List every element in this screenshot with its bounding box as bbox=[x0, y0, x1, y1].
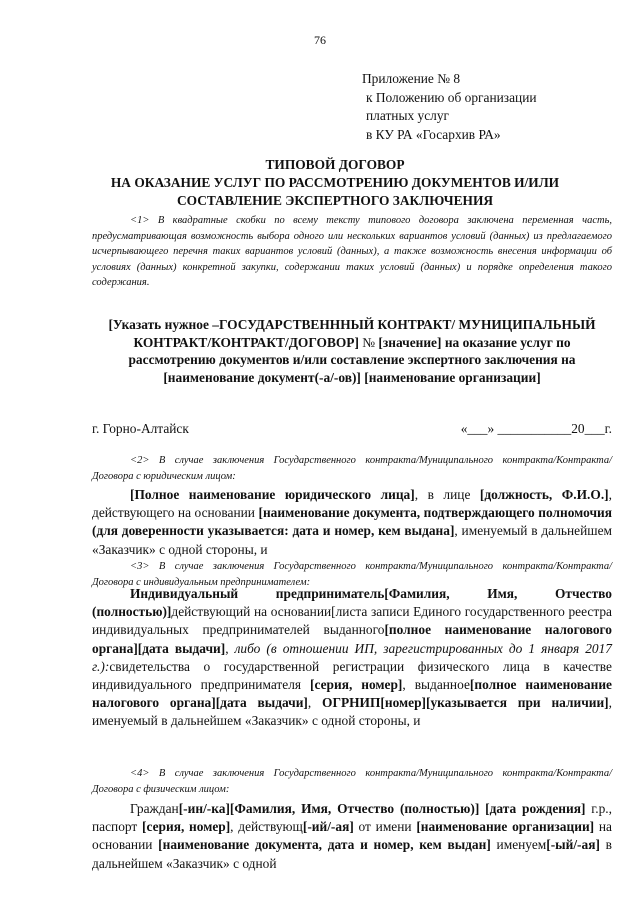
gender-ending: [-ый/-ая] bbox=[546, 837, 600, 853]
footnote-1: <1> В квадратные скобки по всему тексту типового договора заключена переменная часть, предусматривающая возможность выбора одного или нескольких вариантов условий (данных) из предлагаемого исчерпывающего перечня таких вариантов условий (данных), а также возможность внесения информации об условиях (данных) конкретной закупки, содержании таких условий (данных) и порядке определения такого содержания. bbox=[92, 215, 612, 288]
footnote-3: <3> В случае заключения Государственного контракта/Муниципального контракта/Контракта/Договора с индивидуальным предпринимателем: bbox=[92, 561, 612, 588]
text-fragment: в дальнейшем «Заказчик» с одной bbox=[92, 837, 612, 871]
certificate-series: [серия, номер] bbox=[310, 677, 403, 693]
document-title bbox=[90, 156, 580, 210]
text-fragment: , именуемый в дальнейшем «Заказчик» с одной стороны, и bbox=[92, 523, 612, 557]
tax-authority: [полное наименование налогового органа][дата выдачи] bbox=[92, 677, 612, 711]
registration-note: либо (в отношении ИП, зарегистрированных до 1 января 2017 г.): bbox=[92, 640, 612, 674]
text-fragment: от имени bbox=[353, 819, 417, 835]
legal-entity-paragraph bbox=[92, 486, 612, 559]
tax-authority: [полное наименование налогового органа][дата выдачи] bbox=[92, 622, 612, 656]
basis-document: [наименование документа, дата и номер, кем выдан] bbox=[158, 837, 491, 853]
text-fragment: действующий на основании[листа записи Единого государственного реестра индивидуальных предпринимателей выданного bbox=[92, 604, 612, 638]
contract-type: [Указать нужное –ГОСУДАРСТВЕНННЫЙ КОНТРАКТ/ МУНИЦИПАЛЬНЫЙ КОНТРАКТ/КОНТРАКТ/ДОГОВОР] bbox=[108, 317, 596, 350]
title-line: СОСТАВЛЕНИЕ ЭКСПЕРТНОГО ЗАКЛЮЧЕНИЯ bbox=[176, 193, 494, 208]
text-fragment: , действующего на основании bbox=[92, 487, 612, 521]
annex-line: платных услуг bbox=[366, 108, 450, 123]
gender-ending: [-ий/-ая] bbox=[302, 819, 354, 835]
date-placeholder: «___» ___________20___г. bbox=[460, 421, 612, 436]
page-number: 76 bbox=[314, 33, 326, 47]
text-fragment: на основании bbox=[92, 819, 612, 853]
footnote-2: <2> В случае заключения Государственного контракта/Муниципального контракта/Контракта/Договора с юридическим лицом: bbox=[92, 455, 612, 482]
title-line: НА ОКАЗАНИЕ УСЛУГ ПО РАССМОТРЕНИЮ ДОКУМЕНТОВ И/ИЛИ bbox=[110, 175, 560, 190]
text-fragment: , действующ bbox=[230, 819, 303, 835]
annex-block bbox=[362, 70, 537, 144]
legal-entity-name: [Полное наименование юридического лица] bbox=[130, 487, 415, 502]
text-fragment: свидетельства о государственной регистрации физического лица в качестве индивидуального предпринимателя bbox=[92, 658, 612, 693]
place-date-row bbox=[92, 421, 612, 437]
text-fragment: , bbox=[307, 695, 323, 711]
annex-line: в КУ РА «Госархив РА» bbox=[366, 126, 501, 142]
text-fragment: , именуемый в дальнейшем «Заказчик» с одной стороны, и bbox=[92, 695, 613, 729]
annex-line: Приложение № 8 bbox=[362, 71, 461, 86]
title-line: ТИПОВОЙ ДОГОВОР bbox=[265, 157, 405, 172]
annex-line: к Положению об организации bbox=[366, 89, 537, 105]
text-fragment: Граждан bbox=[130, 801, 179, 816]
contract-number: [значение] bbox=[378, 334, 442, 350]
entrepreneur-paragraph bbox=[92, 585, 612, 731]
text-fragment: , bbox=[225, 640, 235, 656]
contract-subject: на оказание услуг по рассмотрению документов и/или составление экспертного заключения на [наименование документ(-а/-ов)] [наименование организации] bbox=[128, 334, 576, 385]
individual-paragraph bbox=[92, 800, 612, 873]
authority-document: [наименование документа, подтверждающего полномочия (для доверенности указывается: дата и номер, кем выдана] bbox=[92, 505, 612, 539]
passport-number: [серия, номер] bbox=[142, 819, 231, 835]
footnote-4: <4> В случае заключения Государственного контракта/Муниципального контракта/Контракта/Договора с физическим лицом: bbox=[92, 768, 612, 795]
ogrnip: ОГРНИП[номер][указывается при наличии] bbox=[322, 695, 609, 711]
text-fragment: , выданное bbox=[402, 677, 470, 693]
text-fragment: именуем bbox=[490, 837, 547, 853]
city: г. Горно-Алтайск bbox=[92, 421, 189, 436]
organization-name: [наименование организации] bbox=[416, 819, 595, 835]
text-fragment: , в лице bbox=[414, 487, 480, 502]
entrepreneur-name: Индивидуальный предприниматель[Фамилия, Имя, Отчество (полностью)] bbox=[92, 586, 612, 620]
text-fragment: г.р., паспорт bbox=[92, 801, 612, 835]
contract-number-label: № bbox=[358, 334, 379, 350]
signatory-position: [должность, Ф.И.О.] bbox=[479, 487, 609, 502]
contract-heading bbox=[92, 316, 612, 386]
person-name: [-ин/-ка][Фамилия, Имя, Отчество (полностью)] [дата рождения] bbox=[178, 801, 586, 816]
